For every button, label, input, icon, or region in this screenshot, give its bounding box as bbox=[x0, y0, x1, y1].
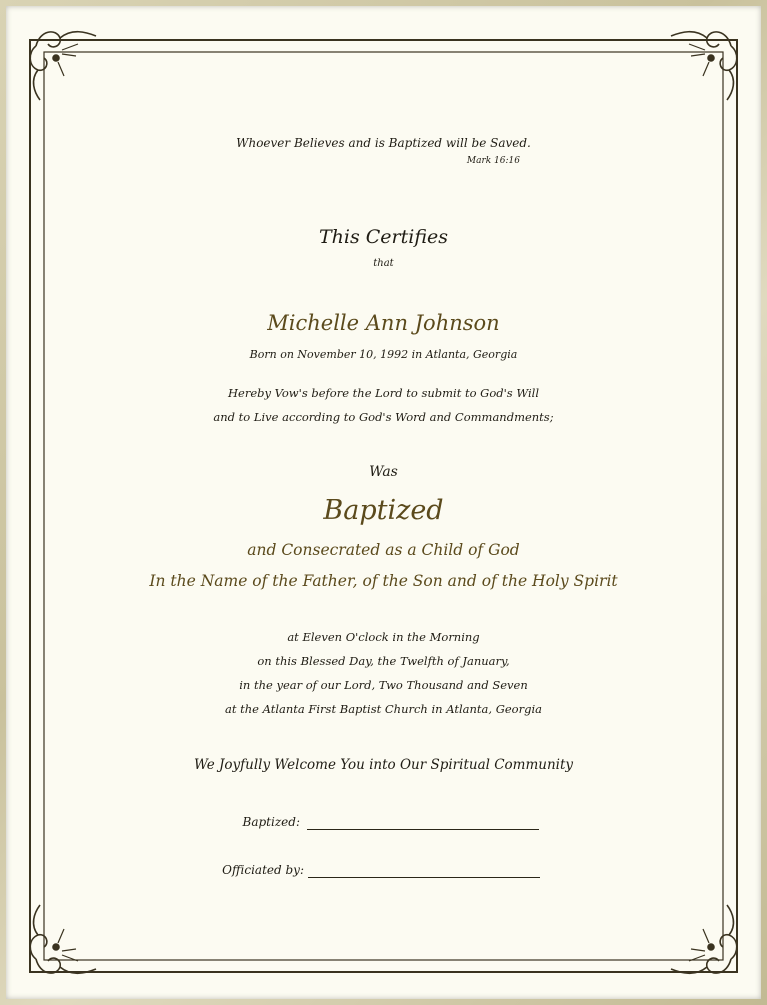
ceremony-location-line: at the Atlanta First Baptist Church in Atlanta, Georgia bbox=[224, 702, 542, 716]
baptized-signature-line[interactable] bbox=[307, 829, 539, 830]
welcome-message: We Joyfully Welcome You into Our Spiritual Community bbox=[193, 757, 574, 773]
baptized-title: Baptized bbox=[323, 495, 444, 526]
vow-line-1: Hereby Vow's before the Lord to submit to God's Will bbox=[227, 386, 540, 400]
corner-ornament-bottom-right-icon bbox=[671, 905, 737, 973]
officiated-signature-label: Officiated by: bbox=[222, 863, 304, 877]
ceremony-time-line-3: in the year of our Lord, Two Thousand and Seven bbox=[239, 678, 528, 692]
trinity-line: In the Name of the Father, of the Son and of the Holy Spirit bbox=[149, 572, 618, 590]
certificate-heading: This Certifies bbox=[318, 226, 449, 248]
baptized-signature-label: Baptized: bbox=[242, 815, 300, 829]
corner-ornament-top-right-icon bbox=[671, 32, 737, 100]
was-text: Was bbox=[369, 464, 398, 480]
scripture-reference: Mark 16:16 bbox=[466, 156, 520, 166]
ceremony-time-line-2: on this Blessed Day, the Twelfth of January, bbox=[257, 654, 510, 668]
corner-ornament-bottom-left-icon bbox=[30, 905, 96, 973]
recipient-name: Michelle Ann Johnson bbox=[267, 311, 500, 335]
scripture-verse: Whoever Believes and is Baptized will be Saved. bbox=[236, 136, 531, 150]
birth-details: Born on November 10, 1992 in Atlanta, Georgia bbox=[249, 348, 518, 361]
officiated-signature-line[interactable] bbox=[308, 877, 540, 878]
corner-ornament-top-left-icon bbox=[30, 32, 96, 100]
ceremony-time-line-1: at Eleven O'clock in the Morning bbox=[287, 630, 480, 644]
vow-line-2: and to Live according to God's Word and Commandments; bbox=[213, 410, 554, 424]
that-text: that bbox=[373, 258, 394, 269]
consecrated-line: and Consecrated as a Child of God bbox=[247, 541, 520, 559]
